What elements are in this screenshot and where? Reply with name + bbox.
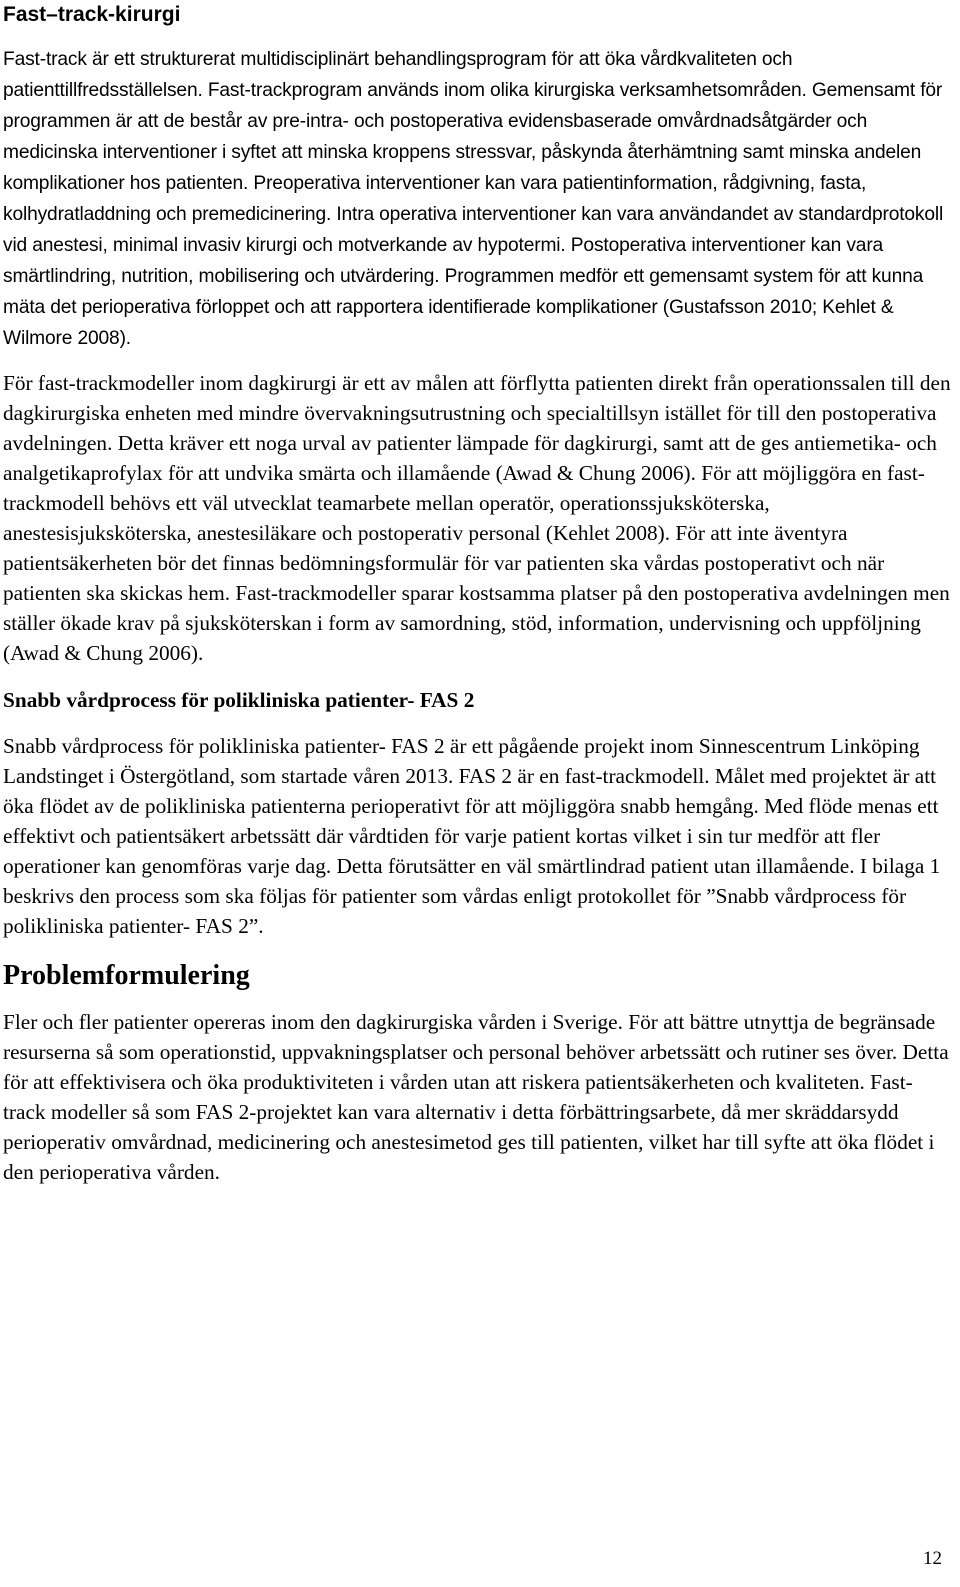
paragraph-fas2: Snabb vårdprocess för polikliniska patienter- FAS 2 är ett pågående projekt inom Sinnescentrum Linköping Landstinget i Östergötland, som startade våren 2013. FAS 2 är en fast-trackmodell. Målet med projektet är att öka flödet av de polikliniska patienterna perioperativt för att möjliggöra snabb hemgång. Med flöde menas ett effektivt och patientsäkert arbetssätt där vårdtiden för varje patient kortas vilket i sin tur medför att fler operationer kan genomföras varje dag. Detta förutsätter en väl smärtlindrad patient utan illamående. I bilaga 1 beskrivs den process som ska följas för patienter som vårdas enligt protokollet för ”Snabb vårdprocess för polikliniska patienter- FAS 2”. (3, 734, 941, 938)
heading-fast-track-kirurgi: Fast–track-kirurgi (3, 3, 181, 26)
paragraph-fast-track: Fast-track är ett strukturerat multidisciplinärt behandlingsprogram för att öka vårdkvaliteten och patienttillfredsställelsen. Fast-trackprogram används inom olika kirurgiska verksamhetsområden. Gemensamt för programmen är att de består av pre-intra- och postoperativa evidensbaserade omvårdnadsåtgärder och medicinska interventioner i syftet att minska kroppens stressvar, påskynda återhämtning samt minska andelen komplikationer hos patienten. Preoperativa interventioner kan vara patientinformation, rådgivning, fasta, kolhydratladdning och premedicinering. Intra operativa interventioner kan vara användandet av standardprotokoll vid anestesi, minimal invasiv kirurgi och motverkande av hypotermi. Postoperativa interventioner kan vara smärtlindring, nutrition, mobilisering och utvärdering. Programmen medför ett gemensamt system för att kunna mäta det perioperativa förloppet och att rapportera identifierade komplikationer (Gustafsson 2010; Kehlet & Wilmore 2008). (3, 49, 944, 349)
document-page (3, 0, 953, 1187)
paragraph-problemformulering: Fler och fler patienter opereras inom den dagkirurgiska vården i Sverige. För att bättre utnyttja de begränsade resurserna så som operationstid, uppvakningsplatser och personal behöver arbetssätt och rutiner ses över. Detta för att effektivisera och öka produktiviteten i vården utan att riskera patientsäkerheten och kvaliteten. Fast-track modeller så som FAS 2-projektet kan vara alternativ i detta förbättringsarbete, då mer skräddarsydd perioperativ omvårdnad, medicinering och anestesimetod ges till patienten, vilket har till syfte att öka flödet i den perioperativa vården. (3, 1010, 949, 1184)
heading-problemformulering: Problemformulering (3, 960, 250, 991)
heading-fas2: Snabb vårdprocess för polikliniska patienter- FAS 2 (3, 688, 475, 712)
page-number: 12 (923, 1548, 942, 1569)
paragraph-dagkirurgi: För fast-trackmodeller inom dagkirurgi är ett av målen att förflytta patienten direkt från operationssalen till den dagkirurgiska enheten med mindre övervakningsutrustning och specialtillsyn istället för till den postoperativa avdelningen. Detta kräver ett noga urval av patienter lämpade för dagkirurgi, samt att de ges antiemetika- och analgetikaprofylax för att undvika smärta och illamående (Awad & Chung 2006). För att möjliggöra en fast-trackmodell behövs ett väl utvecklat teamarbete mellan operatör, operationssjuksköterska, anestesisjuksköterska, anestesiläkare och postoperativ personal (Kehlet 2008). För att inte äventyra patientsäkerheten bör det finnas bedömningsformulär för var patienten ska vårdas postoperativt och när patienten ska skickas hem. Fast-trackmodeller sparar kostsamma platser på den postoperativa avdelningen men ställer ökade krav på sjuksköterskan i form av samordning, stöd, information, undervisning och uppföljning (Awad & Chung 2006). (3, 371, 951, 665)
